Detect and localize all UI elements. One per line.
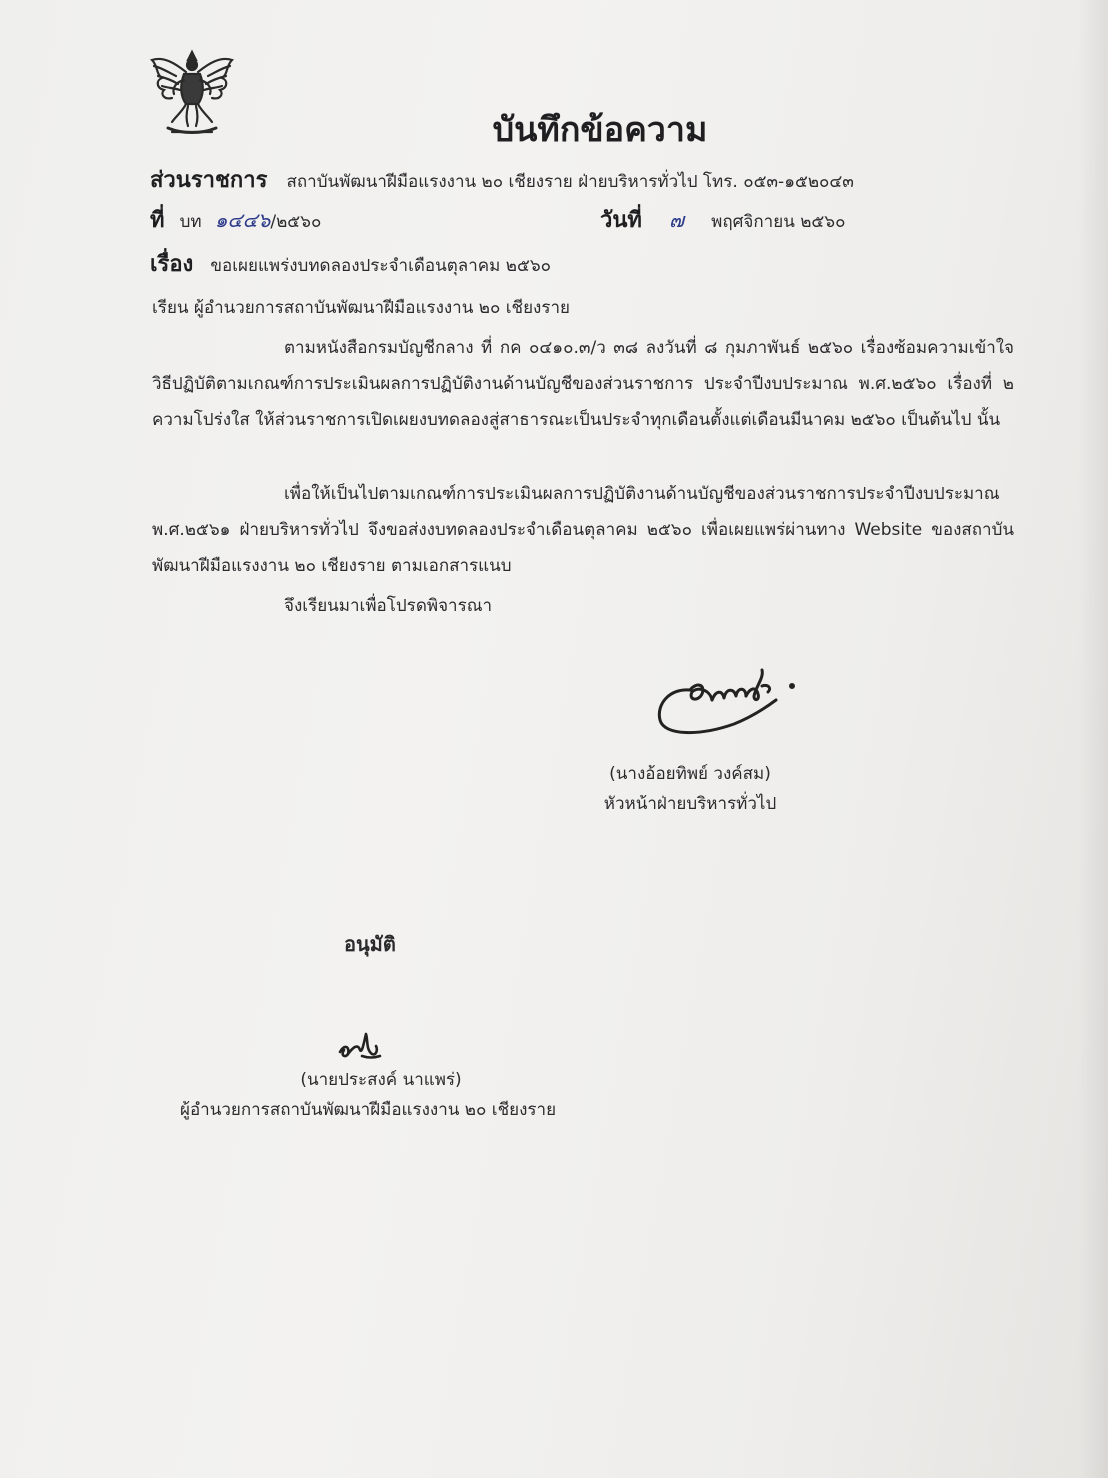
reference-prefix: บท [179, 212, 202, 232]
date-label: วันที่ [600, 208, 642, 233]
reference-number: ๑๔๔๖ [214, 208, 271, 232]
signer-1-name: (นางอ้อยทิพย์ วงค์สม) [609, 764, 771, 784]
page-edge-shadow [1078, 0, 1108, 1478]
reference-label: ที่ [150, 208, 165, 233]
subject-value: ขอเผยแพร่งบทดลองประจำเดือนตุลาคม ๒๕๖๐ [210, 256, 551, 276]
signer-2-title: ผู้อำนวยการสถาบันพัฒนาฝีมือแรงงาน ๒๐ เชียงราย [180, 1100, 557, 1120]
body-paragraph-1 [152, 330, 1014, 438]
agency-value: สถาบันพัฒนาฝีมือแรงงาน ๒๐ เชียงราย ฝ่ายบริหารทั่วไป โทร. ๐๕๓-๑๕๒๐๔๓ [286, 172, 854, 192]
date-day: ๗ [669, 208, 685, 232]
body-paragraph-1-text: ตามหนังสือกรมบัญชีกลาง ที่ กค ๐๔๑๐.๓/ว ๓๘ ลงวันที่ ๘ กุมภาพันธ์ ๒๕๖๐ เรื่องซ้อมความเข้าใจวิธีปฏิบัติตามเกณฑ์การประเมินผลการปฏิบัติงานด้านบัญชีของส่วนราชการ ประจำปีงบประมาณ พ.ศ.๒๕๖๐ เรื่องที่ ๒ ความโปร่งใส ให้ส่วนราชการเปิดเผยงบทดลองสู่สาธารณะเป็นประจำทุกเดือนตั้งแต่เดือนมีนาคม ๒๕๖๐ เป็นต้นไป นั้น [152, 338, 1014, 430]
agency-label: ส่วนราชการ [150, 168, 268, 193]
reference-year: /๒๕๖๐ [270, 212, 322, 232]
agency-row [150, 162, 854, 197]
signature-1 [650, 660, 800, 740]
date-month-year: พฤศจิกายน ๒๕๖๐ [711, 212, 846, 232]
signer-2-name: (นายประสงค์ นาแพร่) [300, 1070, 462, 1090]
subject-row [150, 246, 551, 281]
reference-row [150, 202, 321, 237]
approval-label: อนุมัติ [344, 932, 396, 956]
body-paragraph-2 [152, 476, 1014, 584]
signer-1-title: หัวหน้าฝ่ายบริหารทั่วไป [603, 794, 777, 814]
subject-label: เรื่อง [150, 252, 194, 277]
body-paragraph-2-text: เพื่อให้เป็นไปตามเกณฑ์การประเมินผลการปฏิบัติงานด้านบัญชีของส่วนราชการประจำปีงบประมาณ พ.ศ.๒๕๖๑ ฝ่ายบริหารทั่วไป จึงขอส่งงบทดลองประจำเดือนตุลาคม ๒๕๖๐ เพื่อเผยแพร่ผ่านทาง Website ของสถาบันพัฒนาฝีมือแรงงาน ๒๐ เชียงราย ตามเอกสารแนบ [152, 484, 1014, 576]
salutation: เรียน ผู้อำนวยการสถาบันพัฒนาฝีมือแรงงาน ๒๐ เชียงราย [152, 298, 570, 318]
closing-line: จึงเรียนมาเพื่อโปรดพิจารณา [284, 596, 493, 616]
date-row [600, 202, 845, 237]
signature-2 [336, 1024, 386, 1064]
memo-title: บันทึกข้อความ [492, 110, 708, 150]
